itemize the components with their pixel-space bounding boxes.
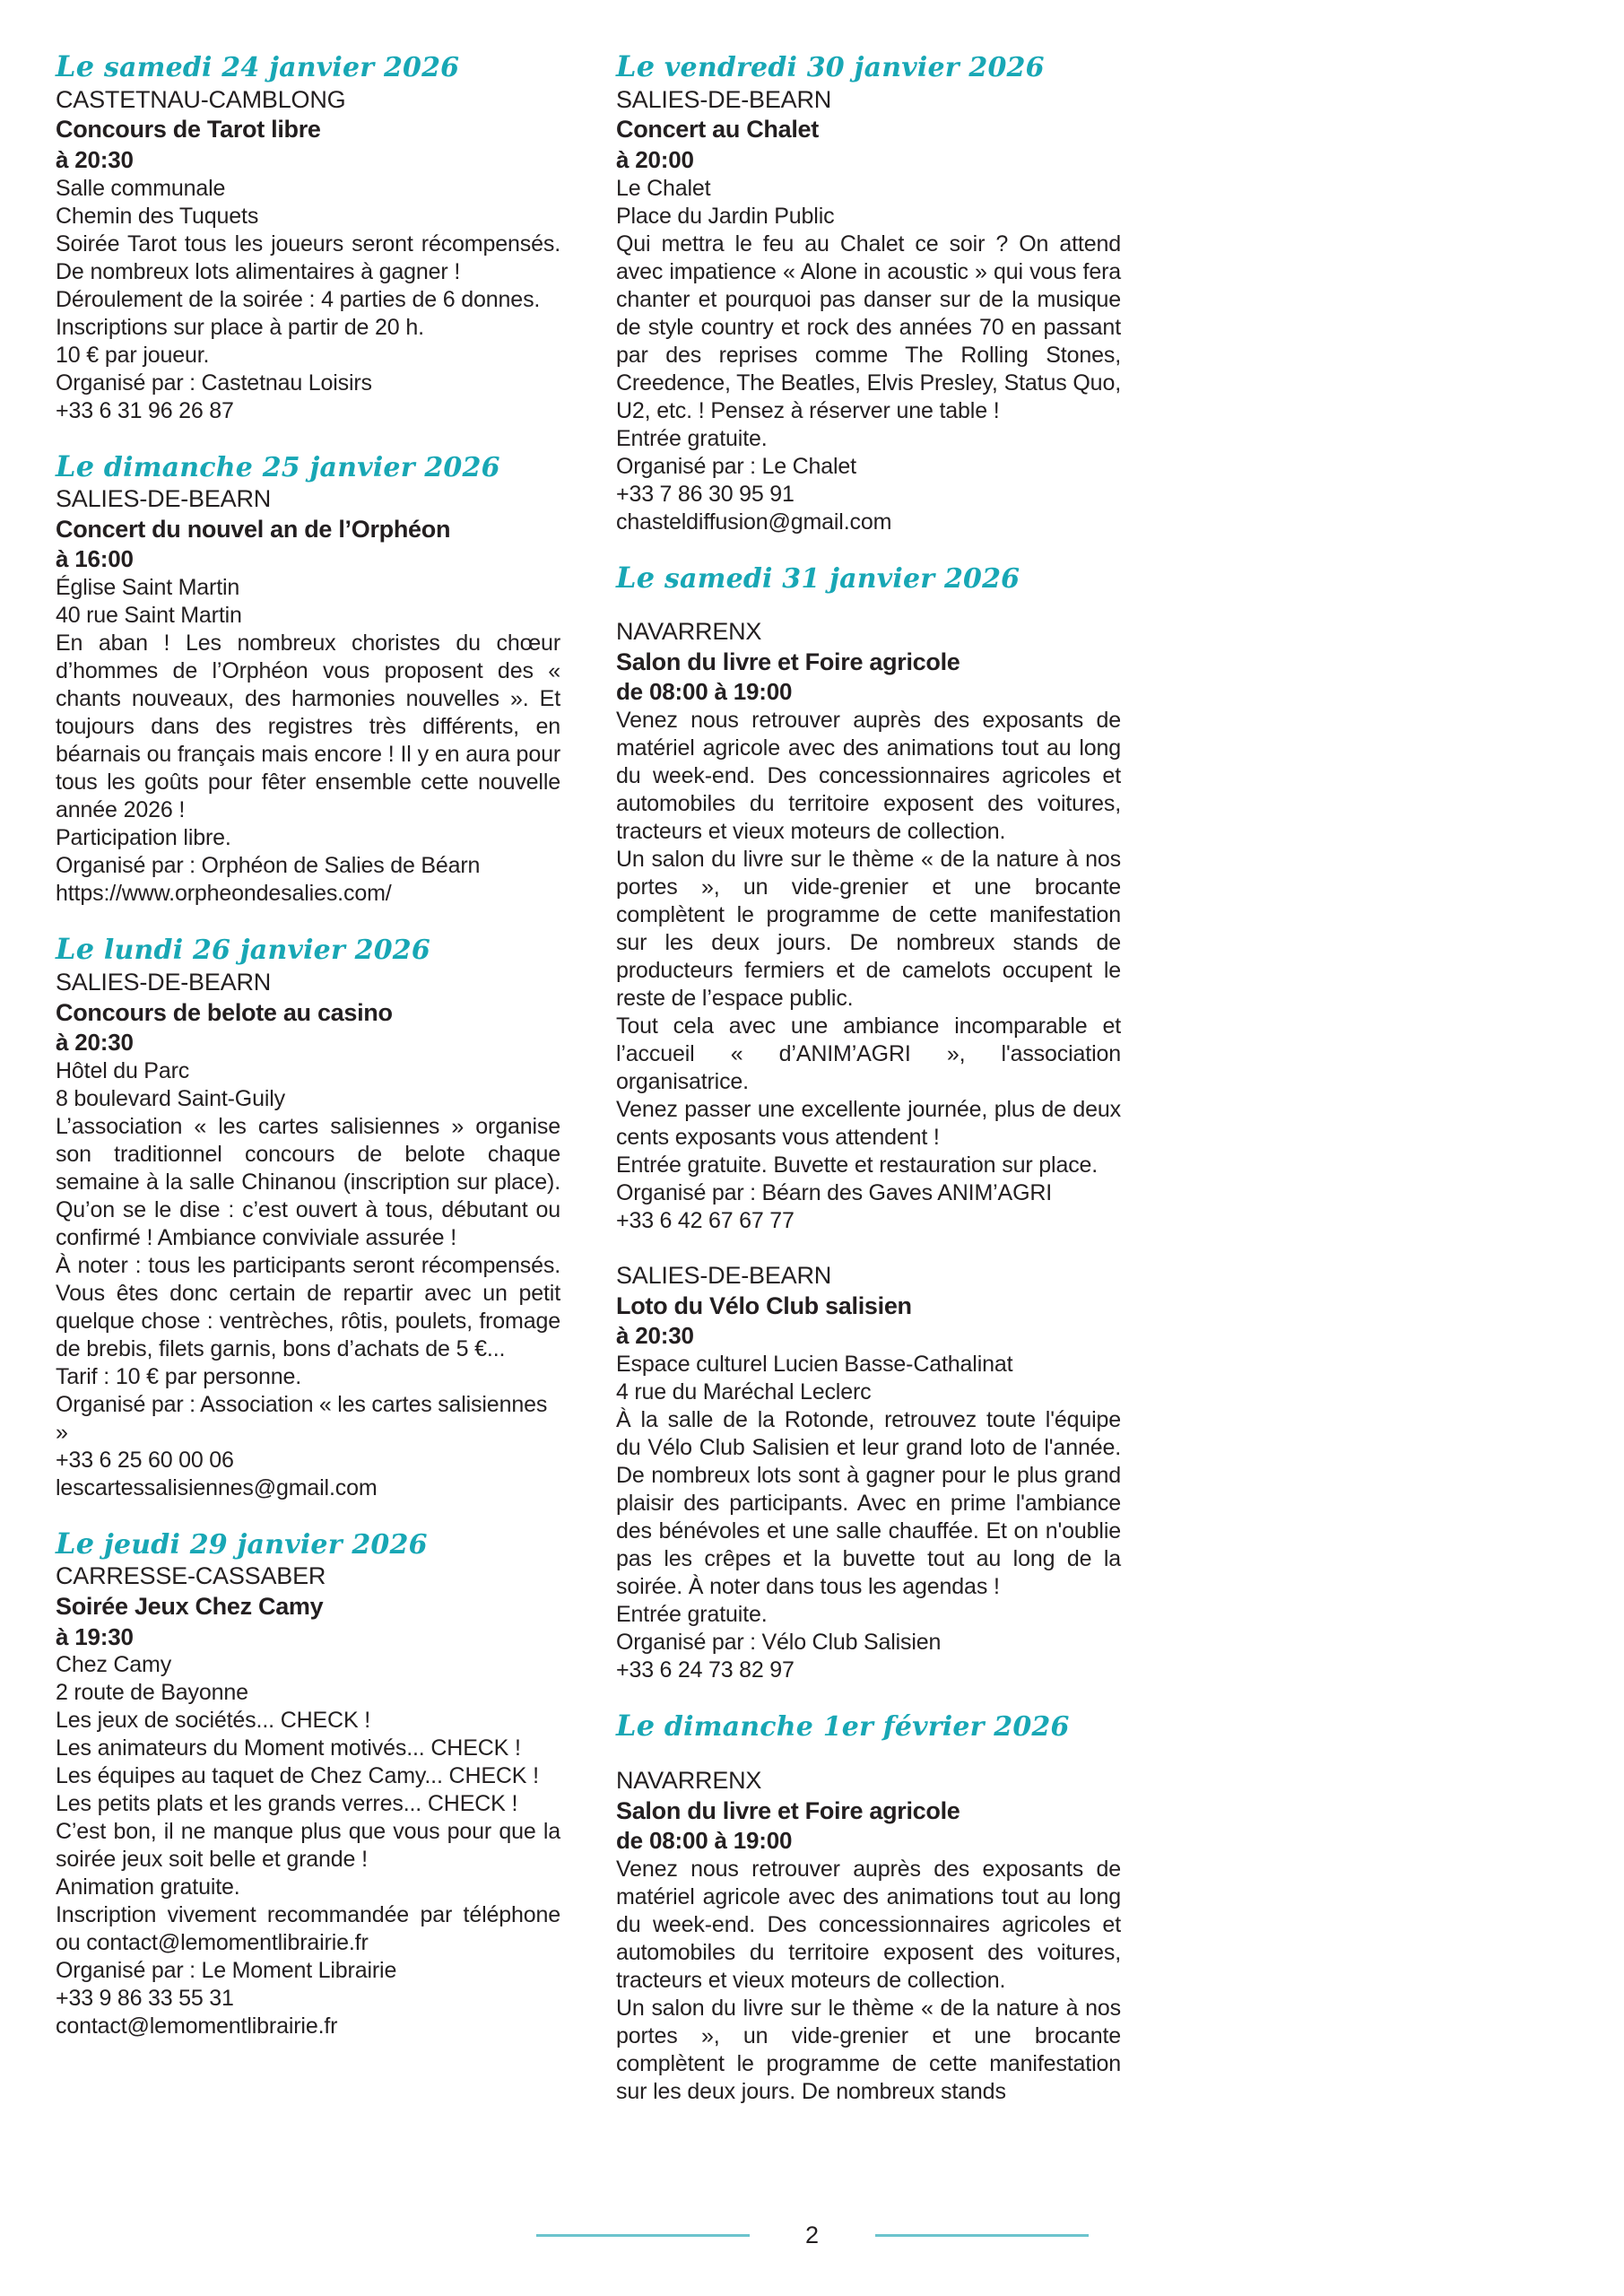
date-heading-lead: Le (56, 932, 95, 967)
event-town: CARRESSE-CASSABER (56, 1562, 326, 1590)
event-contact-phone: +33 7 86 30 95 91 (616, 481, 795, 507)
event-description: Les équipes au taquet de Chez Camy... CHECK ! (56, 1763, 539, 1789)
event-block (616, 49, 1121, 536)
event-description: Entrée gratuite. (616, 425, 768, 451)
event-title: Concours de Tarot libre (56, 116, 321, 144)
event-town: SALIES-DE-BEARN (616, 85, 832, 113)
event-description: Les jeux de sociétés... CHECK ! (56, 1708, 371, 1734)
event-date-heading (616, 1711, 1121, 1742)
event-block (56, 49, 560, 425)
event-contact-email[interactable]: chasteldiffusion@gmail.com (616, 509, 892, 535)
event-date-heading (56, 1526, 560, 1561)
event-venue-line: Salle communale (56, 175, 226, 201)
event-time: à 20:30 (616, 1322, 694, 1350)
event-town: NAVARRENX (616, 1766, 762, 1794)
event-organizer: Organisé par : Béarn des Gaves ANIM’AGRI (616, 1180, 1053, 1206)
event-time: à 20:00 (616, 145, 694, 173)
event-contact-email[interactable]: contact@lemomentlibrairie.fr (56, 2013, 338, 2039)
event-description: L’association « les cartes salisiennes » organise son traditionnel concours de belote chaque semaine à la salle Chinanou (inscription sur place). Qu’on se le dise : c’est ouvert à tous, débutant ou confirmé ! Ambiance conviviale assurée ! (56, 1113, 560, 1250)
event-venue-line: 40 rue Saint Martin (56, 603, 242, 629)
date-heading-rest: vendredi 30 janvier 2026 (664, 52, 1045, 83)
event-description: Venez nous retrouver auprès des exposants de matériel agricole avec des animations tout au long du week-end. Des concessionnaires agricoles et automobiles du territoire exposent des voitures, tracteurs et vieux moteurs de collection. (616, 708, 1121, 845)
date-heading-lead: Le (56, 49, 95, 83)
date-heading-lead: Le (616, 1709, 656, 1744)
event-description: Un salon du livre sur le thème « de la nature à nos portes », un vide-grenier et une brocante complètent le programme de cette manifestation sur les deux jours. De nombreux stands (616, 1995, 1121, 2104)
event-time: de 08:00 à 19:00 (616, 1826, 793, 1854)
event-block (56, 448, 560, 909)
event-time: à 20:30 (56, 145, 134, 173)
event-venue-line: Espace culturel Lucien Basse-Cathalinat (616, 1352, 1013, 1378)
event-title: Concert du nouvel an de l’Orphéon (56, 516, 451, 544)
event-title: Soirée Jeux Chez Camy (56, 1593, 324, 1621)
date-heading-rest: jeudi 29 janvier 2026 (103, 1528, 428, 1561)
page-footer (0, 2222, 1624, 2249)
event-date-heading (56, 932, 560, 967)
event-time: de 08:00 à 19:00 (616, 678, 793, 706)
event-title: Concours de belote au casino (56, 998, 393, 1026)
date-heading-rest: samedi 24 janvier 2026 (103, 52, 460, 83)
event-town: CASTETNAU-CAMBLONG (56, 85, 346, 113)
event-venue-line: Chez Camy (56, 1652, 172, 1678)
date-heading-rest: dimanche 1er février 2026 (664, 1711, 1070, 1744)
event-description: Animation gratuite. (56, 1874, 240, 1900)
event-description: À noter : tous les participants seront récompensés. Vous êtes donc certain de repartir avec un petit quelque chose : ventrèches, rôtis, poulets, fromage de brebis, filets garnis, bons d’achats de 5 €... (56, 1252, 560, 1361)
date-heading-rest: samedi 31 janvier 2026 (664, 562, 1020, 595)
event-town: SALIES-DE-BEARN (56, 485, 272, 513)
event-block (616, 560, 1121, 1236)
event-description: Un salon du livre sur le thème « de la nature à nos portes », un vide-grenier et une brocante complètent le programme de cette manifestation sur les deux jours. De nombreux stands de producteurs fermiers et de camelots occupent le reste de l’espace public. (616, 847, 1121, 1012)
event-date-heading (56, 49, 560, 83)
event-description: Soirée Tarot tous les joueurs seront récompensés. De nombreux lots alimentaires à gagner ! (56, 230, 560, 284)
event-block (616, 1262, 1121, 1684)
event-date-heading (616, 560, 1121, 595)
event-organizer: Organisé par : Le Chalet (616, 453, 856, 479)
event-town: SALIES-DE-BEARN (616, 1262, 832, 1290)
event-description: Entrée gratuite. (616, 1602, 768, 1628)
event-contact-phone: +33 9 86 33 55 31 (56, 1986, 234, 2012)
event-venue-line: Hôtel du Parc (56, 1057, 190, 1083)
event-date-heading (616, 49, 1121, 83)
event-description: Venez nous retrouver auprès des exposants de matériel agricole avec des animations tout au long du week-end. Des concessionnaires agricoles et automobiles du territoire exposent des voitures, tracteurs et vieux moteurs de collection. (616, 1856, 1121, 1993)
event-venue-line: Église Saint Martin (56, 575, 240, 601)
events-column-left (56, 49, 560, 2067)
event-venue-line: Chemin des Tuquets (56, 203, 259, 229)
event-venue-line: Place du Jardin Public (616, 203, 835, 229)
event-description: Les petits plats et les grands verres... CHECK ! (56, 1791, 518, 1817)
date-heading-rest: lundi 26 janvier 2026 (103, 935, 430, 967)
event-venue-line: 8 boulevard Saint-Guily (56, 1085, 286, 1111)
page-number: 2 (804, 2222, 820, 2248)
event-contact-phone: +33 6 31 96 26 87 (56, 397, 234, 423)
event-time: à 19:30 (56, 1622, 134, 1650)
footer-rule-left (536, 2234, 750, 2237)
event-organizer: Organisé par : Castetnau Loisirs (56, 370, 372, 396)
event-description: Participation libre. (56, 825, 231, 851)
event-description: Tout cela avec une ambiance incomparable et l’accueil « d’ANIM’AGRI », l'association organisatrice. (616, 1013, 1121, 1095)
event-block (616, 1711, 1121, 2106)
event-organizer: Organisé par : Vélo Club Salisien (616, 1630, 942, 1656)
event-description: Tarif : 10 € par personne. (56, 1363, 302, 1389)
date-heading-spacer (616, 1745, 1121, 1767)
event-organizer: Organisé par : Orphéon de Salies de Béarn (56, 853, 481, 879)
event-contact-phone: +33 6 25 60 00 06 (56, 1447, 234, 1473)
event-description: Les animateurs du Moment motivés... CHECK ! (56, 1735, 521, 1761)
event-title: Salon du livre et Foire agricole (616, 1796, 960, 1824)
event-town: SALIES-DE-BEARN (56, 968, 272, 996)
event-contact-url[interactable]: https://www.orpheondesalies.com/ (56, 881, 392, 907)
date-heading-rest: dimanche 25 janvier 2026 (103, 451, 500, 483)
event-description: À la salle de la Rotonde, retrouvez toute l'équipe du Vélo Club Salisien et leur grand loto de l'année. De nombreux lots sont à gagner pour le plus grand plaisir des participants. Avec en prime l'ambiance des bénévoles et une salle chauffée. Et on n'oublie pas les crêpes et la buvette tout au long de la soirée. À noter dans tous les agendas ! (616, 1407, 1121, 1600)
date-heading-lead: Le (56, 448, 95, 483)
event-organizer: Organisé par : Le Moment Librairie (56, 1958, 397, 1984)
event-description: 10 € par joueur. (56, 342, 210, 368)
event-description: C’est bon, il ne manque plus que vous pour que la soirée jeux soit belle et grande ! (56, 1819, 560, 1873)
events-column-right (616, 49, 1121, 2133)
event-block (56, 1526, 560, 2041)
event-time: à 16:00 (56, 545, 134, 573)
event-date-heading (56, 448, 560, 483)
event-venue-line: 4 rue du Maréchal Leclerc (616, 1379, 872, 1405)
event-venue-line: Le Chalet (616, 175, 711, 201)
date-heading-lead: Le (616, 560, 656, 595)
event-title: Concert au Chalet (616, 116, 819, 144)
event-venue-line: 2 route de Bayonne (56, 1680, 248, 1706)
two-column-layout (56, 49, 1568, 2133)
event-contact-phone: +33 6 42 67 67 77 (616, 1208, 795, 1234)
footer-rule-right (875, 2234, 1089, 2237)
event-description: En aban ! Les nombreux choristes du chœur d’hommes de l’Orphéon vous proposent des « chants nouveaux, des harmonies nouvelles ». Et toujours dans des registres très différents, en béarnais ou français mais encore ! Il y en aura pour tous les goûts pour fêter ensemble cette nouvelle année 2026 ! (56, 631, 560, 823)
event-contact-phone: +33 6 24 73 82 97 (616, 1657, 795, 1683)
date-heading-lead: Le (616, 49, 656, 83)
event-organizer: Organisé par : Association « les cartes salisiennes » (56, 1391, 548, 1445)
event-town: NAVARRENX (616, 618, 762, 646)
event-title: Salon du livre et Foire agricole (616, 648, 960, 676)
event-description: Déroulement de la soirée : 4 parties de 6 donnes. (56, 286, 541, 312)
event-title: Loto du Vélo Club salisien (616, 1292, 912, 1319)
event-block (56, 932, 560, 1502)
event-time: à 20:30 (56, 1028, 134, 1056)
event-description: Venez passer une excellente journée, plus de deux cents exposants vous attendent ! (616, 1097, 1121, 1151)
event-description: Inscriptions sur place à partir de 20 h. (56, 314, 424, 340)
event-description: Qui mettra le feu au Chalet ce soir ? On attend avec impatience « Alone in acoustic » qui vous fera chanter et pourquoi pas danser sur de la musique de style country et rock des années 70 en passant par des reprises comme The Rolling Stones, Creedence, The Beatles, Elvis Presley, Status Quo, U2, etc. ! Pensez à réserver une table ! (616, 230, 1121, 423)
date-heading-spacer (616, 596, 1121, 618)
event-description: Inscription vivement recommandée par téléphone ou contact@lemomentlibrairie.fr (56, 1902, 560, 1956)
event-description: Entrée gratuite. Buvette et restauration sur place. (616, 1152, 1099, 1178)
event-contact-email[interactable]: lescartessalisiennes@gmail.com (56, 1474, 378, 1500)
date-heading-lead: Le (56, 1526, 95, 1561)
